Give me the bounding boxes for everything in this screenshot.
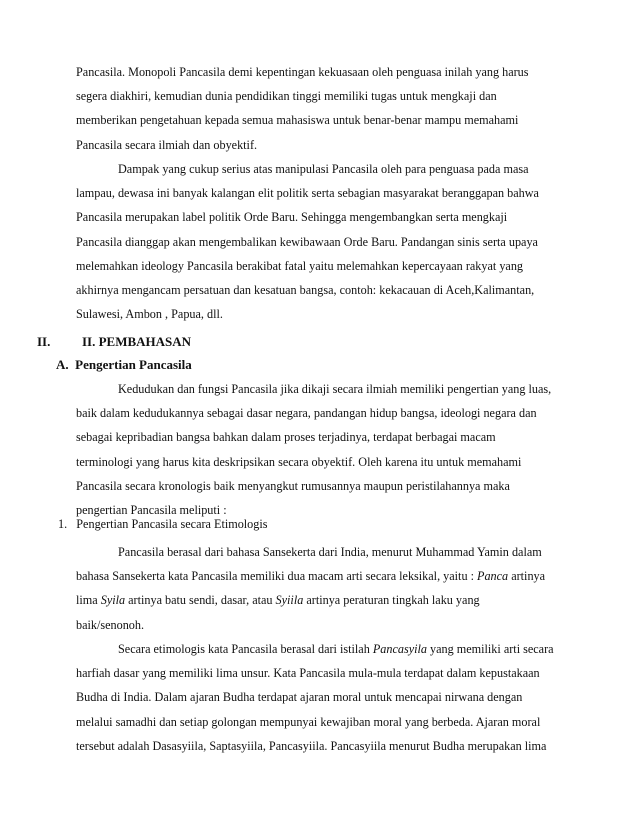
text-line: melemahkan ideology Pancasila berakibat fatal yaitu melemahkan kepercayaan rakyat yang — [76, 258, 524, 273]
text-run: artinya — [508, 569, 546, 584]
text-line: Kedudukan dan fungsi Pancasila jika dikaji secara ilmiah memiliki pengertian yang luas, — [118, 382, 552, 396]
section-numeral: II. — [37, 334, 51, 349]
text-line: Pancasila berasal dari bahasa Sansekerta dari India, menurut Muhammad Yamin dalam — [118, 545, 542, 559]
text-line: baik/senonoh. — [76, 617, 145, 632]
text-line: baik dalam kedudukannya sebagai dasar negara, pandangan hidup bangsa, ideologi negara dan — [76, 406, 537, 421]
text-line: harfiah dasar yang memiliki lima unsur. Kata Pancasila mula-mula terdapat dalam kepustakaan — [76, 666, 540, 681]
text-line — [76, 564, 563, 588]
text-run: bahasa Sansekerta kata Pancasila memiliki dua macam arti secara leksikal, yaitu : — [76, 569, 478, 584]
text-line: tersebut adalah Dasasyiila, Saptasyiila, Pancasyiila. Pancasyiila menurut Budha merupakan lima — [76, 738, 547, 753]
text-line: Pancasila merupakan label politik Orde Baru. Sehingga mengembangkan serta mengkaji — [76, 210, 508, 225]
text-line: lampau, dewasa ini banyak kalangan elit politik serta sebagian masyarakat beranggapan bahwa — [76, 186, 539, 201]
term-panca: Panca — [477, 569, 509, 584]
text-line: terminologi yang harus kita deskripsikan secara obyektif. Oleh karena itu untuk memahami — [76, 454, 522, 469]
text-line: pengertian Pancasila meliputi : — [76, 503, 227, 518]
text-run: Secara etimologis kata Pancasila berasal dari istilah — [118, 642, 373, 656]
subsection-1-heading — [58, 517, 268, 532]
subsection-a-marker: A. — [56, 357, 69, 372]
paragraph-1a — [76, 540, 563, 637]
text-run: lima — [76, 593, 101, 608]
intro-paragraph-1 — [76, 60, 563, 157]
text-line: Pancasila secara kronologis baik menyangkut rumusannya maupun peristilahannya maka — [76, 478, 510, 493]
text-run: artinya batu sendi, dasar, atau — [125, 593, 276, 608]
text-line — [76, 637, 563, 661]
text-line: Sulawesi, Ambon , Papua, dll. — [76, 307, 223, 322]
text-line: Dampak yang cukup serius atas manipulasi Pancasila oleh para penguasa pada masa — [118, 162, 529, 176]
text-line: Pancasila dianggap akan mengembalikan kewibawaan Orde Baru. Pandangan sinis serta upaya — [76, 234, 538, 249]
text-line: memberikan pengetahuan kepada semua mahasiswa untuk benar-benar mampu memahami — [76, 113, 519, 128]
paragraph-a — [76, 377, 563, 522]
text-line: Pancasila. Monopoli Pancasila demi kepentingan kekuasaan oleh penguasa inilah yang harus — [76, 65, 529, 79]
text-line: segera diakhiri, kemudian dunia pendidikan tinggi memiliki tugas untuk mengkaji dan — [76, 89, 497, 104]
term-syila: Syila — [100, 593, 126, 608]
text-line: Budha di India. Dalam ajaran Budha terdapat ajaran moral untuk mencapai nirwana dengan — [76, 690, 523, 705]
text-line — [76, 588, 563, 612]
subsection-1-title: Pengertian Pancasila secara Etimologis — [76, 517, 268, 531]
subsection-a-heading — [56, 357, 192, 373]
intro-paragraph-2 — [76, 157, 563, 326]
text-run: yang memiliki arti secara — [427, 642, 554, 656]
section-title: II. PEMBAHASAN — [82, 334, 192, 349]
subsection-1-marker: 1. — [58, 517, 68, 531]
text-line: sebagai kepribadian bangsa bahkan dalam proses terjadinya, terdapat berbagai macam — [76, 430, 496, 445]
subsection-a-title: Pengertian Pancasila — [75, 357, 192, 372]
term-syiila: Syiila — [275, 593, 304, 608]
text-run: artinya peraturan tingkah laku yang — [303, 593, 480, 608]
paragraph-1b — [76, 637, 563, 758]
text-line: melalui samadhi dan setiap golongan mempunyai kewajiban moral yang berbeda. Ajaran moral — [76, 714, 541, 729]
text-line: Pancasila secara ilmiah dan obyektif. — [76, 137, 258, 152]
text-line: akhirnya mengancam persatuan dan kesatuan bangsa, contoh: kekacauan di Aceh,Kalimantan, — [76, 283, 535, 298]
term-pancasyila: Pancasyila — [372, 642, 427, 656]
